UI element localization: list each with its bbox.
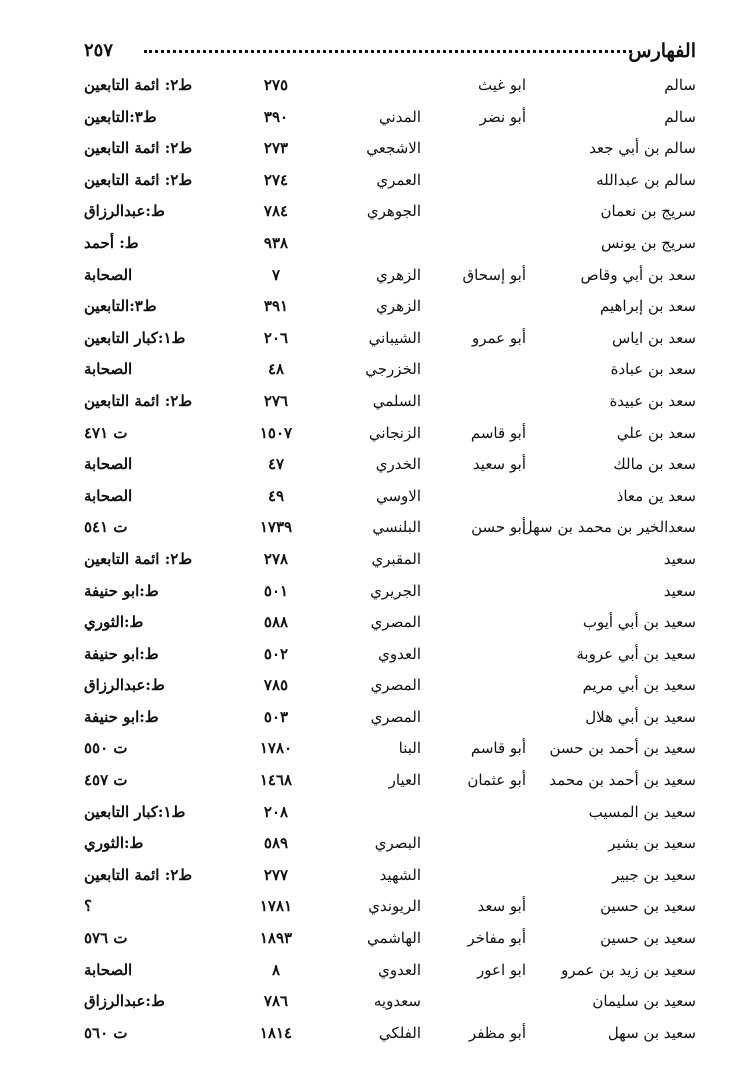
entry-name: سعيد بن أبي عروبة — [576, 644, 696, 663]
entry-nisba: المدني — [379, 107, 421, 126]
entry-source: ط:عبدالرزاق — [84, 676, 165, 695]
entry-source: ت ٥٥٠ — [84, 739, 128, 758]
index-row — [84, 639, 696, 671]
entry-source: الصحابة — [84, 360, 133, 379]
index-row — [84, 702, 696, 734]
index-row — [84, 544, 696, 576]
index-row — [84, 481, 696, 513]
entry-nisba: المقبري — [371, 549, 421, 568]
entry-source: الصحابة — [84, 486, 133, 505]
entry-number: ١٨٩٣ — [259, 929, 293, 948]
index-row — [84, 196, 696, 228]
header-dotted-leader — [144, 50, 632, 53]
entry-source: ط٢: ائمة التابعين — [84, 549, 193, 568]
entry-kunya: أبو إسحاق — [462, 265, 526, 284]
entry-nisba: الشيباني — [368, 328, 421, 347]
entry-source: ط٢: ائمة التابعين — [84, 139, 193, 158]
header-title: الفهارس — [628, 40, 696, 62]
entry-nisba: الشهيد — [379, 865, 421, 884]
entry-name: سريج بن نعمان — [600, 202, 696, 221]
index-row — [84, 828, 696, 860]
entry-name: سعدالخير بن محمد بن سهل — [521, 518, 696, 537]
entry-nisba: الاوسي — [375, 486, 421, 505]
index-row — [84, 165, 696, 197]
entry-nisba: الريوندي — [368, 897, 421, 916]
entry-name: سعد بن عبيدة — [609, 391, 696, 410]
index-row — [84, 133, 696, 165]
entry-number: ٥٠٣ — [263, 707, 289, 726]
entry-number: ٣٩٠ — [263, 107, 289, 126]
entry-nisba: البصري — [374, 834, 421, 853]
index-row — [84, 670, 696, 702]
entry-source: ت ٥٤١ — [84, 518, 128, 537]
entry-nisba: العيار — [388, 771, 421, 790]
index-row — [84, 955, 696, 987]
entry-number: ٤٩ — [267, 486, 285, 505]
entry-number: ٧٨٦ — [263, 992, 289, 1011]
index-row — [84, 891, 696, 923]
entry-number: ٢٠٨ — [263, 802, 289, 821]
entry-number: ١٧٨٠ — [259, 739, 293, 758]
entry-source: ط١:كبار التابعين — [84, 328, 186, 347]
entry-nisba: الاشجعي — [366, 139, 421, 158]
index-row — [84, 733, 696, 765]
entry-nisba: الخزرجي — [365, 360, 421, 379]
index-row — [84, 323, 696, 355]
entry-source: ط:ابو حنيفة — [84, 707, 159, 726]
entry-number: ٣٩١ — [263, 297, 289, 316]
entry-nisba: البلنسي — [372, 518, 421, 537]
index-row — [84, 70, 696, 102]
entry-number: ١٧٣٩ — [259, 518, 293, 537]
index-row — [84, 260, 696, 292]
entry-source: ت ٥٧٦ — [84, 929, 128, 948]
entry-source: ط٣:التابعين — [84, 107, 157, 126]
entry-number: ٥٨٨ — [263, 613, 289, 632]
entry-name: سعيد بن أبي هلال — [585, 707, 696, 726]
entry-number: ٩٣٨ — [263, 233, 289, 252]
entry-number: ٥٠١ — [263, 581, 289, 600]
entry-number: ٧ — [271, 265, 281, 284]
entry-name: سالم بن عبدالله — [596, 170, 696, 189]
entry-nisba: العدوي — [378, 644, 421, 663]
entry-name: سعيد — [663, 549, 696, 568]
entry-source: ؟ — [84, 897, 92, 916]
entry-name: سعيد بن أبي مريم — [582, 676, 696, 695]
entry-number: ٢٧٥ — [263, 76, 289, 94]
entry-name: سعد بن أبي وقاص — [580, 265, 696, 284]
index-row — [84, 923, 696, 955]
index-row — [84, 1018, 696, 1050]
entry-kunya: ابو غيث — [478, 76, 526, 94]
entry-nisba: الزنجاني — [368, 423, 421, 442]
index-row — [84, 512, 696, 544]
entry-source: ط٢: ائمة التابعين — [84, 865, 193, 884]
entry-number: ٢٧٤ — [263, 170, 289, 189]
entry-name: سعد بن اياس — [611, 328, 696, 347]
entry-kunya: أبو قاسم — [470, 739, 526, 758]
entry-number: ٢٧٦ — [263, 391, 289, 410]
entry-nisba: الزهري — [376, 297, 421, 316]
entry-kunya: أبو قاسم — [470, 423, 526, 442]
index-row — [84, 354, 696, 386]
page-header — [84, 38, 696, 64]
entry-kunya: ابو اعور — [477, 960, 526, 979]
entry-source: ط:عبدالرزاق — [84, 202, 165, 221]
index-row — [84, 102, 696, 134]
index-row — [84, 765, 696, 797]
entry-source: ط٢: ائمة التابعين — [84, 170, 193, 189]
entry-number: ٢٠٦ — [263, 328, 289, 347]
entry-name: سعيد — [663, 581, 696, 600]
index-row — [84, 386, 696, 418]
entry-name: سعد ين معاذ — [616, 486, 696, 505]
entry-source: الصحابة — [84, 960, 133, 979]
entry-kunya: أبو مظفر — [468, 1023, 526, 1042]
entry-number: ٨ — [271, 960, 281, 979]
entry-source: ط٣:التابعين — [84, 297, 157, 316]
entry-nisba: المصري — [370, 613, 421, 632]
entry-source: ط: أحمد — [84, 233, 139, 252]
entry-nisba: العمري — [376, 170, 421, 189]
entry-name: سعد بن عبادة — [610, 360, 696, 379]
entry-number: ١٥٠٧ — [259, 423, 293, 442]
entry-kunya: أبو حسن — [471, 518, 526, 537]
entry-nisba: الزهري — [376, 265, 421, 284]
index-row — [84, 449, 696, 481]
entry-number: ٤٨ — [267, 360, 285, 379]
entry-nisba: الجوهري — [366, 202, 421, 221]
entry-kunya: أبو عثمان — [467, 771, 526, 790]
entry-name: سالم بن أبي جعد — [589, 139, 696, 158]
entry-source: ت ٤٥٧ — [84, 771, 128, 790]
entry-number: ٥٨٩ — [263, 834, 289, 853]
index-row — [84, 797, 696, 829]
entry-nisba: العدوي — [378, 960, 421, 979]
entry-source: ط٢: ائمة التابعين — [84, 76, 193, 94]
entry-number: ٢٧٧ — [263, 865, 289, 884]
entry-name: سعيد بن المسيب — [588, 802, 696, 821]
entry-number: ٥٠٢ — [263, 644, 289, 663]
entry-nisba: المصري — [370, 707, 421, 726]
entry-name: سعيد بن أحمد بن حسن — [549, 739, 696, 758]
entry-number: ١٨١٤ — [259, 1023, 293, 1042]
entry-number: ٧٨٥ — [263, 676, 289, 695]
entry-nisba: السلمي — [372, 391, 421, 410]
entry-name: سعد بن علي — [616, 423, 696, 442]
entry-name: سعيد بن جبير — [612, 865, 696, 884]
index-row — [84, 291, 696, 323]
entry-source: ط:عبدالرزاق — [84, 992, 165, 1011]
index-row — [84, 860, 696, 892]
entry-name: سعيد بن أبي أيوب — [582, 613, 696, 632]
entry-source: ط:الثوري — [84, 834, 144, 853]
entry-source: الصحابة — [84, 265, 133, 284]
entry-name: سعيد بن حسين — [600, 897, 696, 916]
entry-name: سعد بن مالك — [613, 455, 696, 474]
entry-kunya: أبو مفاخر — [467, 929, 526, 948]
entry-kunya: أبو نضر — [479, 107, 526, 126]
entry-number: ٤٧ — [267, 455, 285, 474]
entry-source: ط٢: ائمة التابعين — [84, 391, 193, 410]
entry-nisba: الهاشمي — [367, 929, 421, 948]
entry-name: سعيد بن سليمان — [592, 992, 696, 1011]
entry-number: ٢٧٣ — [263, 139, 289, 158]
entry-name: سالم — [664, 76, 696, 94]
entry-source: ط:الثوري — [84, 613, 144, 632]
index-table — [84, 70, 696, 1049]
entry-name: سعيد بن زيد بن عمرو — [561, 960, 696, 979]
entry-name: سالم — [664, 107, 696, 126]
entry-name: سعيد بن سهل — [607, 1023, 696, 1042]
index-row — [84, 228, 696, 260]
entry-number: ١٤٦٨ — [259, 771, 293, 790]
entry-nisba: سعدويه — [373, 992, 421, 1011]
entry-name: سريج بن يونس — [600, 233, 696, 252]
entry-number: ٢٧٨ — [263, 549, 289, 568]
entry-kunya: أبو عمرو — [471, 328, 526, 347]
index-row — [84, 607, 696, 639]
entry-source: ت ٥٦٠ — [84, 1023, 128, 1042]
entry-kunya: أبو سعد — [477, 897, 526, 916]
entry-name: سعيد بن أحمد بن محمد — [549, 771, 696, 790]
entry-kunya: أبو سعيد — [472, 455, 526, 474]
entry-source: ط:ابو حنيفة — [84, 581, 159, 600]
entry-nisba: الجريري — [370, 581, 421, 600]
index-row — [84, 418, 696, 450]
index-row — [84, 576, 696, 608]
entry-nisba: البنا — [398, 739, 421, 758]
entry-nisba: الخدري — [375, 455, 421, 474]
entry-source: ط:ابو حنيفة — [84, 644, 159, 663]
page-number: ٢٥٧ — [84, 40, 114, 61]
entry-name: سعيد بن بشير — [608, 834, 696, 853]
entry-source: الصحابة — [84, 455, 133, 474]
index-row — [84, 986, 696, 1018]
entry-nisba: المصري — [370, 676, 421, 695]
entry-source: ت ٤٧١ — [84, 423, 128, 442]
entry-number: ١٧٨١ — [259, 897, 293, 916]
entry-nisba: الفلكي — [378, 1023, 421, 1042]
entry-name: سعد بن إبراهيم — [599, 297, 696, 316]
entry-number: ٧٨٤ — [263, 202, 289, 221]
entry-source: ط١:كبار التابعين — [84, 802, 186, 821]
entry-name: سعيد بن حسين — [600, 929, 696, 948]
